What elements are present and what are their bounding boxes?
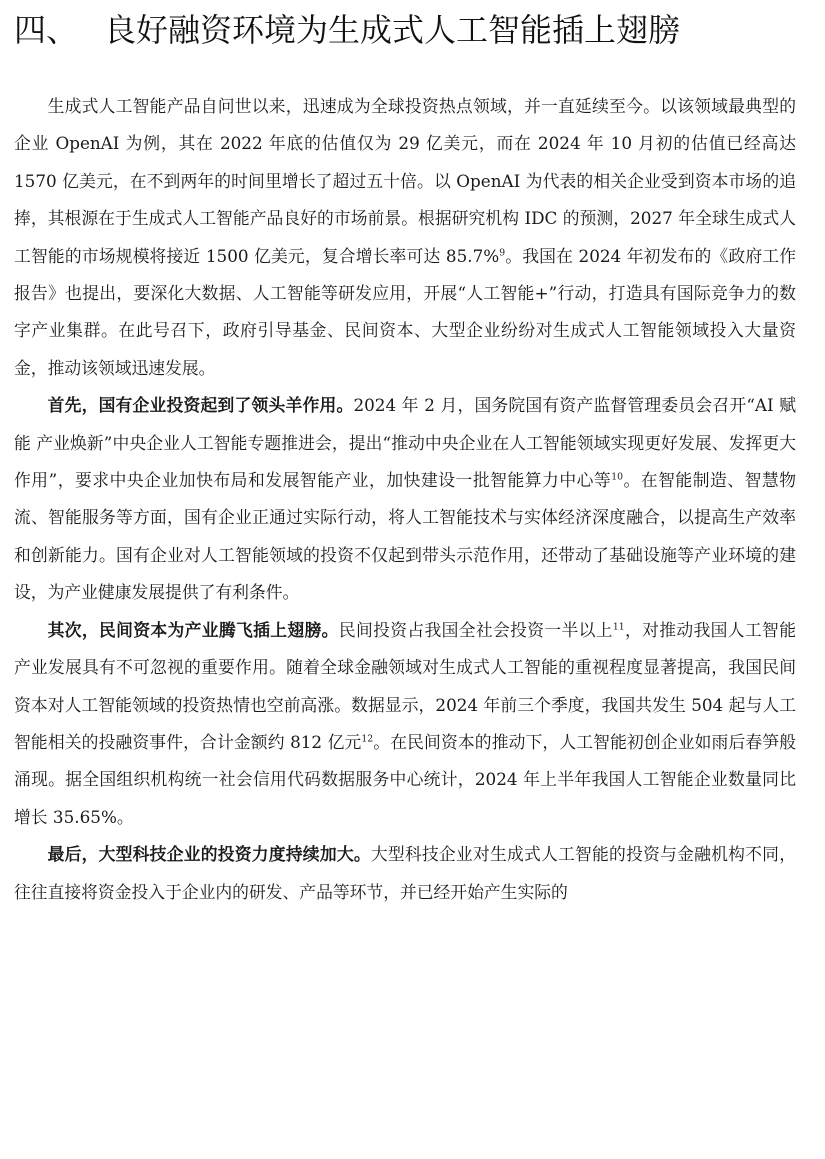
- paragraph-text: 。在智能制造、智慧物流、智能服务等方面，国有企业正通过实际行动，将人工智能技术与实体经济深度融合，以提高生产效率和创新能力。国有企业对人工智能领域的投资不仅起到带头示范作用，还带动了基础设施等产业环境的建设，为产业健康发展提供了有利条件。: [14, 470, 796, 603]
- section-heading: [14, 6, 680, 54]
- paragraph-text: 大型科技企业对生成式人工智能的投资与金融机构不同，往往直接将资金投入于企业内的研发、产品等环节，并已经开始产生实际的: [14, 844, 796, 902]
- paragraph-lead: 首先，国有企业投资起到了领头羊作用。: [47, 395, 354, 416]
- paragraph-state-owned: [14, 387, 796, 611]
- paragraph-private-capital: [14, 612, 796, 836]
- paragraph-lead: 其次，民间资本为产业腾飞插上翅膀。: [47, 619, 339, 640]
- paragraph-lead: 最后，大型科技企业的投资力度持续加大。: [47, 844, 371, 865]
- footnote-ref[interactable]: 9: [499, 247, 506, 259]
- footnote-ref[interactable]: 11: [612, 621, 625, 633]
- section-title: 良好融资环境为生成式人工智能插上翅膀: [104, 11, 681, 49]
- paragraph-text: 民间投资占我国全社会投资一半以上: [338, 619, 613, 640]
- body-text: [14, 88, 796, 911]
- paragraph-intro: [14, 88, 796, 387]
- paragraph-text: 2024 年 2 月，国务院国有资产监督管理委员会召开“AI 赋能 产业焕新”中央企业人工智能专题推进会，提出“推动中央企业在人工智能领域实现更好发展、发挥更大作用”，要求中央企业加快布局和发展智能产业，加快建设一批智能算力中心等: [14, 395, 796, 491]
- section-number: 四、: [14, 11, 79, 49]
- paragraph-text: 。在民间资本的推动下，人工智能初创企业如雨后春笋般涌现。据全国组织机构统一社会信用代码数据服务中心统计，2024 年上半年我国人工智能企业数量同比增长 35.65%。: [14, 731, 796, 827]
- paragraph-text: ，对推动我国人工智能产业发展具有不可忽视的重要作用。随着全球金融领域对生成式人工智能的重视程度显著提高，我国民间资本对人工智能领域的投资热情也空前高涨。数据显示，2024 年前三个季度，我国共发生 504 起与人工智能相关的投融资事件，合计金额约 812 亿元: [14, 619, 796, 752]
- paragraph-text: 。我国在 2024 年初发布的《政府工作报告》也提出，要深化大数据、人工智能等研发应用，开展“人工智能+”行动，打造具有国际竞争力的数字产业集群。在此号召下，政府引导基金、民间资本、大型企业纷纷对生成式人工智能领域投入大量资金，推动该领域迅速发展。: [14, 245, 796, 378]
- paragraph-tech-firms: [14, 836, 796, 911]
- footnote-ref[interactable]: 12: [361, 733, 374, 745]
- footnote-ref[interactable]: 10: [611, 471, 623, 483]
- paragraph-text: 生成式人工智能产品自问世以来，迅速成为全球投资热点领域，并一直延续至今。以该领域最典型的企业 OpenAI 为例，其在 2022 年底的估值仅为 29 亿美元，而在 2024 年 10 月初的估值已经高达 1570 亿美元，在不到两年的时间里增长了超过五十倍。以 OpenAI 为代表的相关企业受到资本市场的追捧，其根源在于生成式人工智能产品良好的市场前景。根据研究机构 IDC 的预测，2027 年全球生成式人工智能的市场规模将接近 1500 亿美元，复合增长率可达 85.7%: [14, 96, 796, 266]
